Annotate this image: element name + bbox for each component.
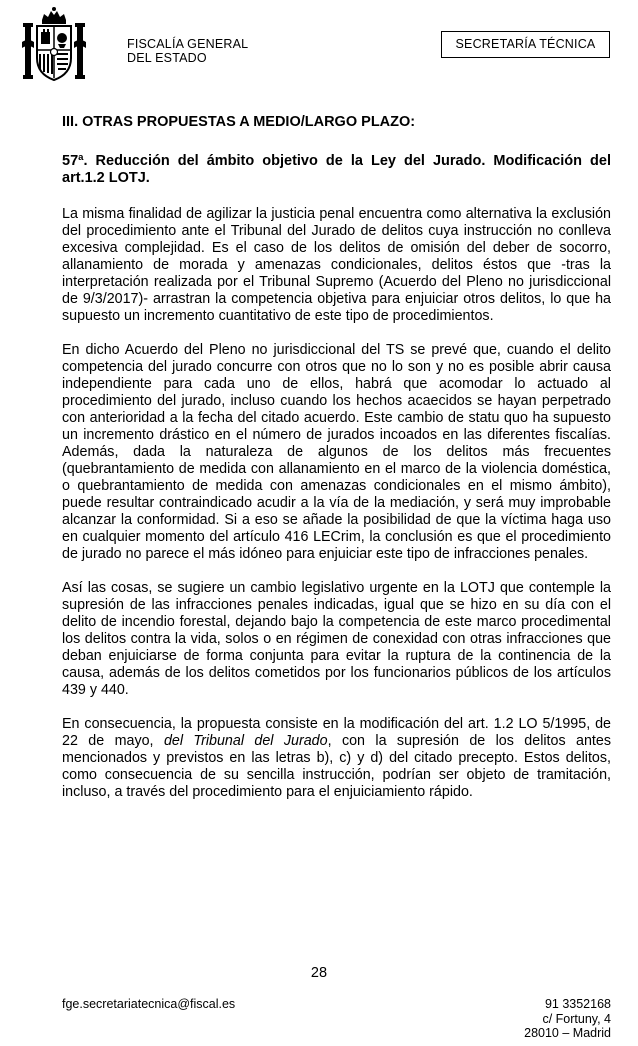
section-title: III. OTRAS PROPUESTAS A MEDIO/LARGO PLAZO:	[62, 114, 416, 130]
organization-name-line-1: FISCALÍA GENERAL	[127, 37, 249, 51]
paragraph-1: La misma finalidad de agilizar la justicia penal encuentra como alternativa la exclusión del procedimiento ante el Tribunal del Jurado de delitos cuya instrucción no conlleva excesiva complejidad. Es el caso de los delitos de omisión del deber de socorro, allanamiento de morada y amenazas condicionales, delitos éstos que -tras la interpretación realizada por el Tribunal Supremo (Acuerdo del Pleno no jurisdiccional de 9/3/2017)- arrastran la competencia objetiva para enjuiciar otros delitos, lo que ha supuesto un incremento cuantitativo de este tipo de procedimientos.	[62, 206, 611, 324]
paragraph-4-law-title: del Tribunal del Jurado	[163, 733, 328, 749]
footer-city: 28010 – Madrid	[524, 1026, 611, 1040]
footer-phone: 91 3352168	[544, 997, 611, 1011]
paragraph-4	[62, 716, 611, 801]
page-number: 28	[310, 965, 328, 981]
document-body	[62, 114, 611, 818]
proposal-title: 57ª. Reducción del ámbito objetivo de la Ley del Jurado. Modificación del art.1.2 LOTJ.	[62, 153, 611, 186]
organization-name	[127, 37, 248, 65]
spain-coat-of-arms-icon	[20, 6, 88, 84]
footer-street: c/ Fortuny, 4	[542, 1011, 611, 1026]
paragraph-2: En dicho Acuerdo del Pleno no jurisdiccional del TS se prevé que, cuando el delito competencia del jurado concurre con otros que no lo son y no es posible abrir causa independiente para cada uno de ellos, habrá que acomodar lo actuado al procedimiento del jurado, incluso cuando los hechos acaecidos se hayan perpetrado con anterioridad a la fecha del citado acuerdo. Este cambio de statu quo ha supuesto un incremento drástico en el número de jurados incoados en las diferentes fiscalías. Además, dada la naturaleza de algunos de los delitos más frecuentes (quebrantamiento de medida con allanamiento en el marco de la violencia doméstica, o quebrantamiento de medida con amenazas condicionales en el mismo ámbito), puede resultar contraindicado acudir a la vía de la mediación, y será muy improbable alcanzar la conformidad. Si a eso se añade la posibilidad de que la víctima haga uso en cualquier momento del artículo 416 LECrim, la conclusión es que el procedimiento de jurado no parece el más idóneo para enjuiciar este tipo de infracciones penales.	[62, 342, 611, 562]
organization-name-line-2: DEL ESTADO	[127, 51, 207, 65]
department-box: SECRETARÍA TÉCNICA	[441, 31, 610, 58]
footer-address	[524, 997, 611, 1041]
paragraph-3: Así las cosas, se sugiere un cambio legislativo urgente en la LOTJ que contemple la supresión de las infracciones penales indicadas, igual que se hizo en su día con el delito de incendio forestal, dejando bajo la competencia de este marco procedimental los delitos contra la vida, solos o en régimen de conexidad con otras infracciones que deban enjuiciarse de forma conjunta para evitar la ruptura de la continencia de la causa, además de los delitos cometidos por los funcionarios públicos de los artículos 439 y 440.	[62, 580, 611, 698]
paragraph-4-text-end: , con la supresión de los delitos antes mencionados y previstos en las letras b), c) y d) del citado precepto. Estos delitos, como consecuencia de su sencilla instrucción, podrían ser objeto de tramitación, incluso, a través del procedimiento para el enjuiciamiento rápido.	[62, 733, 611, 800]
footer-email: fge.secretariatecnica@fiscal.es	[62, 997, 236, 1011]
paragraph-4-text-start: En consecuencia, la propuesta consiste en la modificación del art. 1.2 LO 5/1995, de 22 de mayo,	[62, 716, 611, 749]
